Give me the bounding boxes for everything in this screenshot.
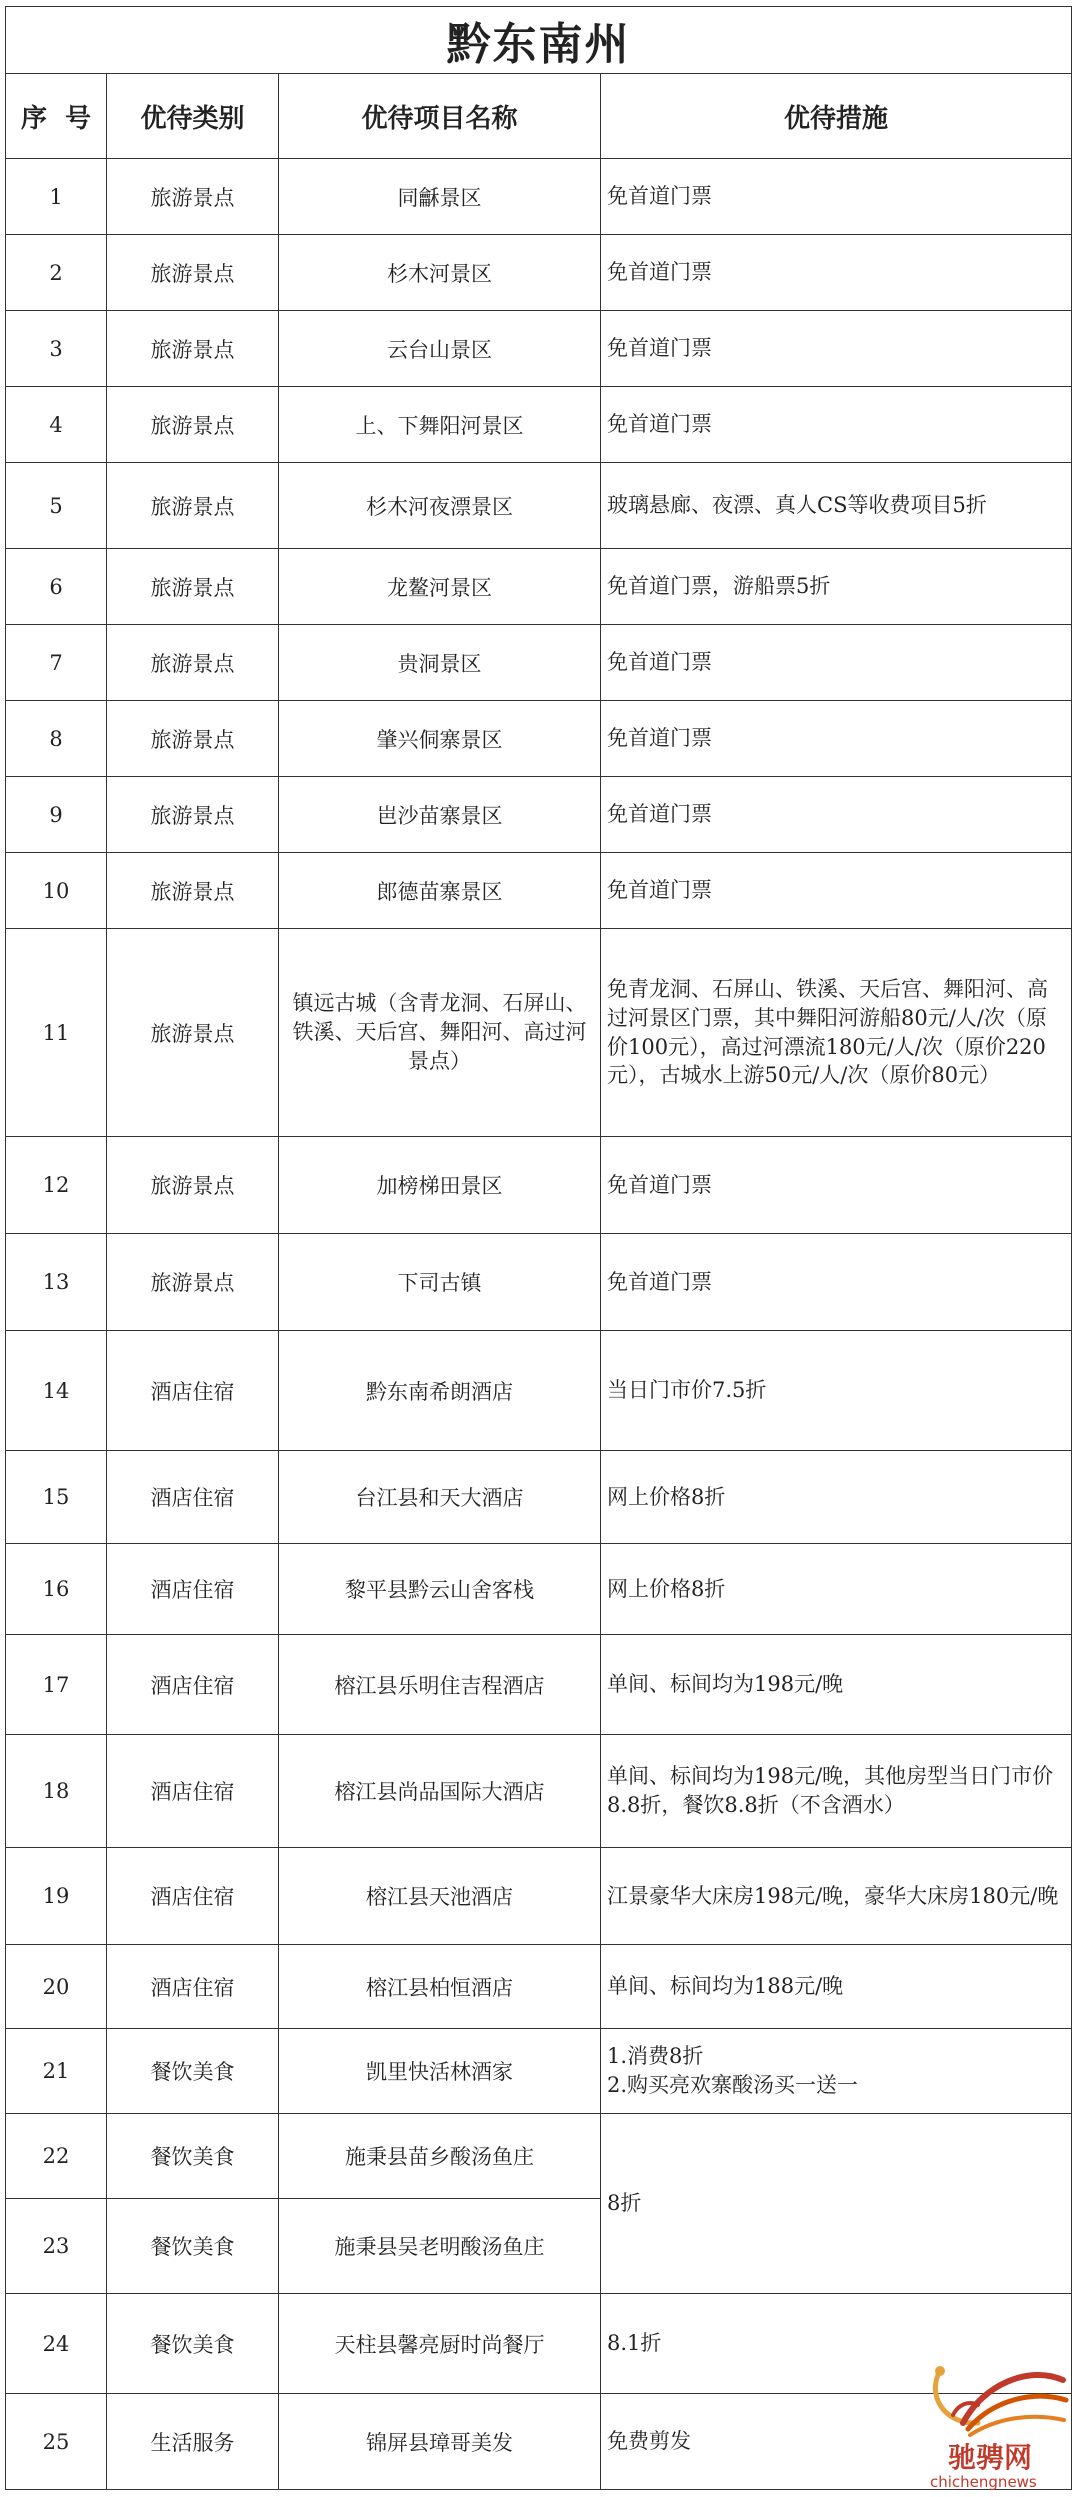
- row-no: 5: [6, 463, 107, 549]
- header-item: 优待项目名称: [279, 74, 601, 159]
- table-row: [6, 853, 1072, 929]
- header-row: [6, 74, 1072, 159]
- row-category: 旅游景点: [107, 625, 279, 701]
- row-no: 4: [6, 387, 107, 463]
- row-no: 6: [6, 549, 107, 625]
- row-no: 13: [6, 1234, 107, 1331]
- measure-line: 2.购买亮欢寨酸汤买一送一: [607, 2073, 859, 2097]
- row-category: 酒店住宿: [107, 1635, 279, 1735]
- header-measure: 优待措施: [601, 74, 1072, 159]
- row-item: 杉木河夜漂景区: [279, 463, 601, 549]
- row-category: 餐饮美食: [107, 2199, 279, 2294]
- row-item: 天柱县馨亮厨时尚餐厅: [279, 2294, 601, 2394]
- row-item: 榕江县乐明住吉程酒店: [279, 1635, 601, 1735]
- row-item: 榕江县柏恒酒店: [279, 1945, 601, 2029]
- row-measure: 免首道门票: [601, 1137, 1072, 1234]
- row-measure: 单间、标间均为198元/晚，其他房型当日门市价8.8折，餐饮8.8折（不含酒水）: [601, 1735, 1072, 1848]
- row-item: 镇远古城（含青龙洞、石屏山、铁溪、天后宫、舞阳河、高过河景点）: [279, 929, 601, 1137]
- row-category: 餐饮美食: [107, 2294, 279, 2394]
- row-no: 7: [6, 625, 107, 701]
- row-no: 12: [6, 1137, 107, 1234]
- row-category: 旅游景点: [107, 311, 279, 387]
- row-item: 凯里快活林酒家: [279, 2029, 601, 2114]
- row-no: 23: [6, 2199, 107, 2294]
- table-row: [6, 311, 1072, 387]
- row-category: 旅游景点: [107, 853, 279, 929]
- row-measure: 当日门市价7.5折: [601, 1331, 1072, 1451]
- table-row: [6, 387, 1072, 463]
- row-category: 旅游景点: [107, 235, 279, 311]
- row-measure: 江景豪华大床房198元/晚，豪华大床房180元/晚: [601, 1848, 1072, 1945]
- row-category: 餐饮美食: [107, 2114, 279, 2199]
- row-category: 酒店住宿: [107, 1735, 279, 1848]
- row-measure: 免首道门票，游船票5折: [601, 549, 1072, 625]
- row-item: 郎德苗寨景区: [279, 853, 601, 929]
- row-no: 18: [6, 1735, 107, 1848]
- row-category: 旅游景点: [107, 1137, 279, 1234]
- row-measure: 单间、标间均为188元/晚: [601, 1945, 1072, 2029]
- row-item: 肇兴侗寨景区: [279, 701, 601, 777]
- row-measure: 免首道门票: [601, 311, 1072, 387]
- row-measure: 8.1折: [601, 2294, 1072, 2394]
- row-no: 19: [6, 1848, 107, 1945]
- row-measure: 网上价格8折: [601, 1544, 1072, 1635]
- row-category: 旅游景点: [107, 159, 279, 235]
- table-row: [6, 1451, 1072, 1544]
- row-measure: [601, 2029, 1072, 2114]
- table-row: [6, 159, 1072, 235]
- row-measure: 网上价格8折: [601, 1451, 1072, 1544]
- measure-line: 1.消费8折: [607, 2044, 704, 2069]
- table-row: [6, 463, 1072, 549]
- row-item: 施秉县吴老明酸汤鱼庄: [279, 2199, 601, 2294]
- table-row: [6, 235, 1072, 311]
- row-measure: 免首道门票: [601, 159, 1072, 235]
- row-no: 21: [6, 2029, 107, 2114]
- row-measure: 免首道门票: [601, 387, 1072, 463]
- row-no: 3: [6, 311, 107, 387]
- row-item: 贵洞景区: [279, 625, 601, 701]
- offer-table: [5, 6, 1072, 2490]
- row-category: 旅游景点: [107, 1234, 279, 1331]
- offer-table-sheet: [5, 6, 1071, 2490]
- row-item: 锦屏县璋哥美发: [279, 2394, 601, 2490]
- row-item: 榕江县天池酒店: [279, 1848, 601, 1945]
- row-measure: 免首道门票: [601, 777, 1072, 853]
- header-category: 优待类别: [107, 74, 279, 159]
- watermark-text-cn: 驰骋网: [948, 2441, 1033, 2474]
- row-measure: 免首道门票: [601, 625, 1072, 701]
- row-category: 餐饮美食: [107, 2029, 279, 2114]
- row-item: 云台山景区: [279, 311, 601, 387]
- header-no: 序 号: [6, 74, 107, 159]
- row-no: 9: [6, 777, 107, 853]
- row-item: 杉木河景区: [279, 235, 601, 311]
- row-item: 施秉县苗乡酸汤鱼庄: [279, 2114, 601, 2199]
- row-measure: 免首道门票: [601, 235, 1072, 311]
- row-measure: 免首道门票: [601, 853, 1072, 929]
- row-category: 生活服务: [107, 2394, 279, 2490]
- row-measure: 8折: [601, 2114, 1072, 2294]
- table-row: [6, 2114, 1072, 2199]
- row-no: 16: [6, 1544, 107, 1635]
- row-category: 酒店住宿: [107, 1945, 279, 2029]
- row-category: 酒店住宿: [107, 1331, 279, 1451]
- row-item: 台江县和天大酒店: [279, 1451, 601, 1544]
- row-measure: 免青龙洞、石屏山、铁溪、天后宫、舞阳河、高过河景区门票，其中舞阳河游船80元/人/次（原价100元），高过河漂流180元/人/次（原价220元），古城水上游50元/人/次（原价80元）: [601, 929, 1072, 1137]
- table-row: [6, 2029, 1072, 2114]
- table-row: [6, 1544, 1072, 1635]
- row-category: 酒店住宿: [107, 1544, 279, 1635]
- row-no: 11: [6, 929, 107, 1137]
- table-row: [6, 1331, 1072, 1451]
- row-category: 旅游景点: [107, 387, 279, 463]
- row-category: 旅游景点: [107, 463, 279, 549]
- row-item: 同龢景区: [279, 159, 601, 235]
- row-no: 25: [6, 2394, 107, 2490]
- table-row: [6, 777, 1072, 853]
- row-item: 黎平县黔云山舍客栈: [279, 1544, 601, 1635]
- row-no: 10: [6, 853, 107, 929]
- row-item: 下司古镇: [279, 1234, 601, 1331]
- row-no: 14: [6, 1331, 107, 1451]
- row-item: 榕江县尚品国际大酒店: [279, 1735, 601, 1848]
- row-item: 上、下舞阳河景区: [279, 387, 601, 463]
- row-no: 20: [6, 1945, 107, 2029]
- row-item: 加榜梯田景区: [279, 1137, 601, 1234]
- table-row: [6, 1635, 1072, 1735]
- row-measure: 玻璃悬廊、夜漂、真人CS等收费项目5折: [601, 463, 1072, 549]
- table-row: [6, 1735, 1072, 1848]
- row-category: 旅游景点: [107, 929, 279, 1137]
- table-row: [6, 701, 1072, 777]
- watermark-text-en: chichengnews: [930, 2473, 1037, 2491]
- row-category: 旅游景点: [107, 777, 279, 853]
- table-row: [6, 625, 1072, 701]
- table-row: [6, 1848, 1072, 1945]
- row-measure: 单间、标间均为198元/晚: [601, 1635, 1072, 1735]
- row-measure: 免首道门票: [601, 701, 1072, 777]
- row-no: 8: [6, 701, 107, 777]
- table-row: [6, 1137, 1072, 1234]
- row-item: 龙鳌河景区: [279, 549, 601, 625]
- row-category: 旅游景点: [107, 701, 279, 777]
- row-item: 岜沙苗寨景区: [279, 777, 601, 853]
- table-row: [6, 1234, 1072, 1331]
- row-no: 17: [6, 1635, 107, 1735]
- watermark-logo: [908, 2345, 1070, 2491]
- phoenix-logo-icon: [908, 2345, 1070, 2491]
- table-row: [6, 1945, 1072, 2029]
- table-title: 黔东南州: [6, 7, 1072, 74]
- row-no: 2: [6, 235, 107, 311]
- row-no: 24: [6, 2294, 107, 2394]
- row-measure: 免费剪发: [601, 2394, 1072, 2490]
- row-category: 酒店住宿: [107, 1848, 279, 1945]
- row-category: 酒店住宿: [107, 1451, 279, 1544]
- table-row: [6, 549, 1072, 625]
- row-no: 15: [6, 1451, 107, 1544]
- row-no: 22: [6, 2114, 107, 2199]
- row-category: 旅游景点: [107, 549, 279, 625]
- row-no: 1: [6, 159, 107, 235]
- table-row: [6, 929, 1072, 1137]
- row-measure: 免首道门票: [601, 1234, 1072, 1331]
- row-item: 黔东南希朗酒店: [279, 1331, 601, 1451]
